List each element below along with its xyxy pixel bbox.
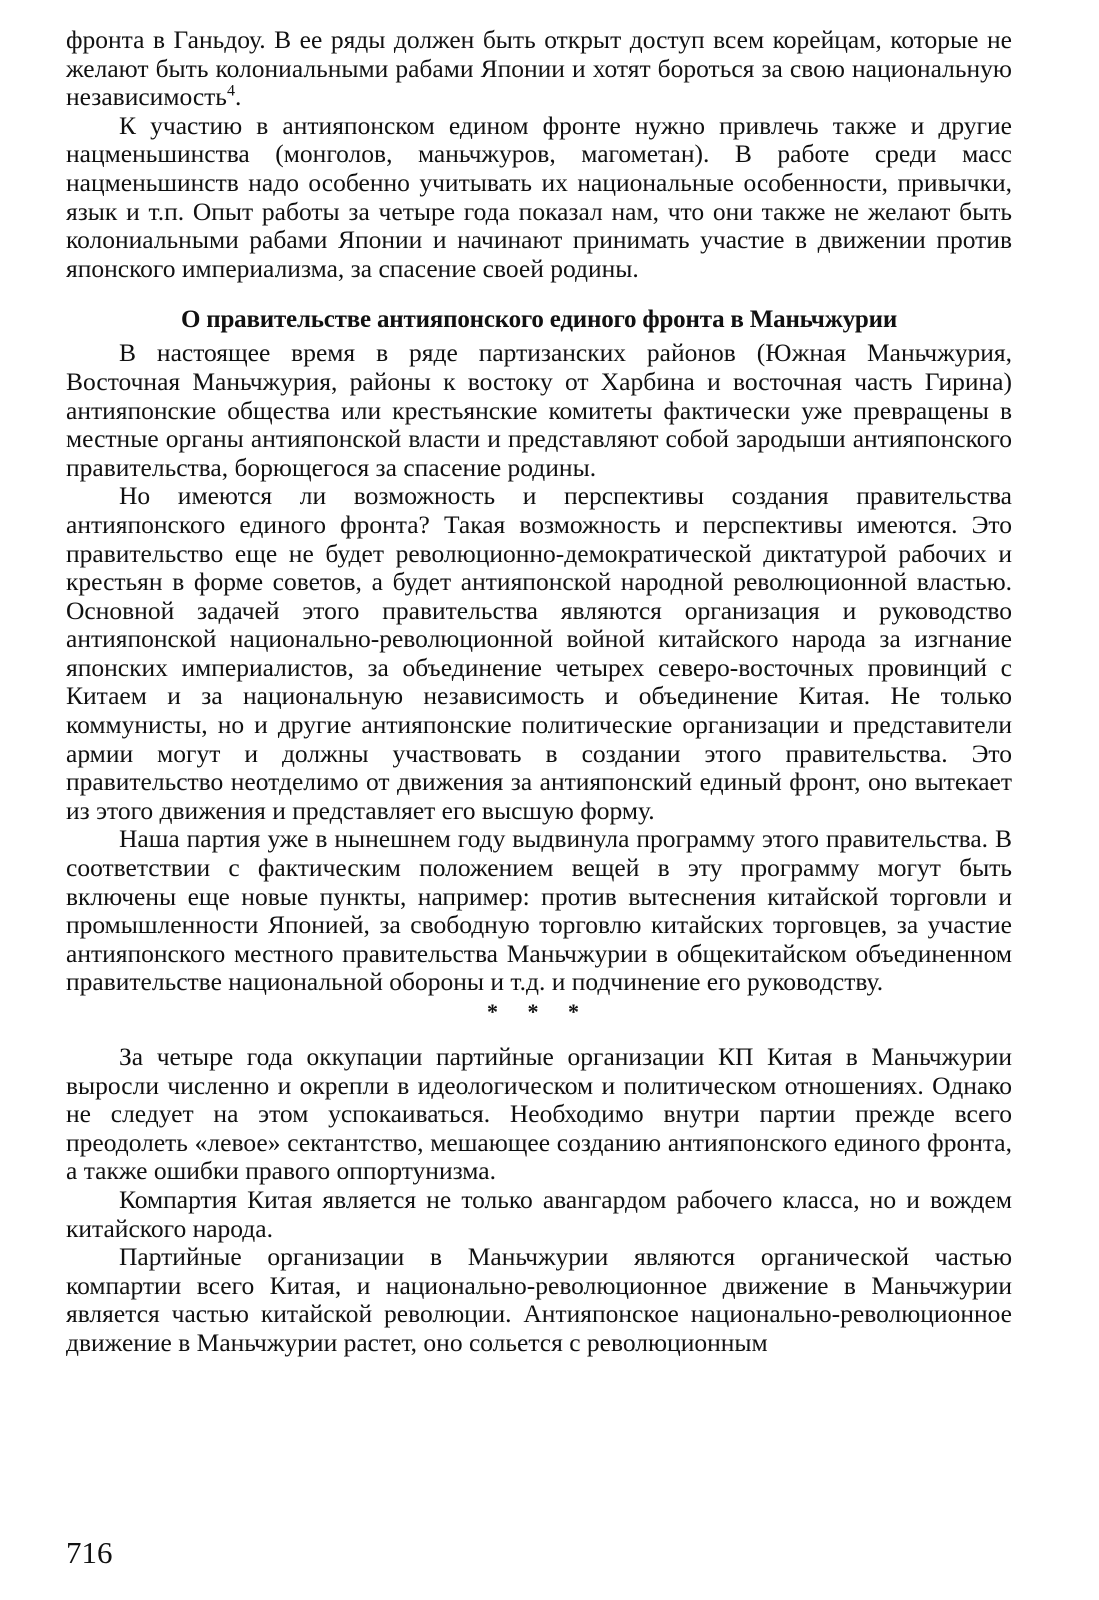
paragraph-6: За четыре года оккупации партийные организации КП Китая в Маньчжурии выросли численно и окрепли в идеологическом и политическом отношениях. Однако не следует на этом успокаиваться. Необходимо внутри партии прежде всего преодолеть «левое» сектантство, мешающее созданию антияпонского единого фронта, а также ошибки правого оппортунизма. [66, 1042, 1012, 1186]
section-separator: * * * [487, 999, 591, 1024]
footnote-marker[interactable]: 4 [226, 82, 235, 100]
paragraph-1-text: фронта в Ганьдоу. В ее ряды должен быть открыт доступ всем корейцам, которые не желают быть колониальными рабами Японии и хотят бороться за свою национальную независимость [66, 25, 1012, 112]
paragraph-4: Но имеются ли возможность и перспективы создания правительства антияпонского единого фронта? Такая возможность и перспективы имеются. Это правительство еще не будет революционно-демократической диктатурой рабочих и крестьян в форме советов, а будет антияпонской народной революционной властью. Основной задачей этого правительства являются организация и руководство антияпонской национально-революционной войной китайского народа за изгнание японских империалистов, за объединение четырех северо-восточных провинций с Китаем и за национальную независимость и объединение Китая. Не только коммунисты, но и другие антияпонские политические организации и представители армии могут и должны участвовать в создании этого правительства. Это правительство неотделимо от движения за антияпонский единый фронт, оно вытекает из этого движения и представляет его высшую форму. [66, 481, 1012, 825]
paragraph-5: Наша партия уже в нынешнем году выдвинула программу этого правительства. В соответствии с фактическим положением вещей в эту программу могут быть включены еще новые пункты, например: против вытеснения китайской торговли и промышленности Японией, за свободную торговлю китайских торговцев, за участие антияпонского местного правительства Маньчжурии в общекитайском объединенном правительстве национальной обороны и т.д. и подчинение его руководству. [66, 824, 1012, 997]
paragraph-3: В настоящее время в ряде партизанских районов (Южная Маньчжурия, Восточная Маньчжурия, районы к востоку от Харбина и восточная часть Гирина) антияпонские общества или крестьянские комитеты фактически уже превращены в местные органы антияпонской власти и представляют собой зародыши антияпонского правительства, борющегося за спасение родины. [66, 338, 1012, 482]
paragraph-2: К участию в антияпонском едином фронте нужно привлечь также и другие нацменьшинства (монголов, маньчжуров, магометан). В работе среди масс нацменьшинств надо особенно учитывать их национальные особенности, привычки, язык и т.п. Опыт работы за четыре года показал нам, что они также не желают быть колониальными рабами Японии и начинают принимать участие в движении против японского империализма, за спасение своей родины. [66, 110, 1012, 283]
paragraph-7: Компартия Китая является не только авангардом рабочего класса, но и вождем китайского народа. [66, 1184, 1012, 1243]
page-number: 716 [66, 1535, 113, 1570]
section-heading: О правительстве антияпонского единого фронта в Маньчжурии [180, 306, 898, 334]
document-page [66, 26, 1012, 1358]
paragraph-1 [66, 26, 1012, 112]
paragraph-8: Партийные организации в Маньчжурии являются органической частью компартии всего Китая, и национально-революционное движение в Маньчжурии является частью китайской революции. Антияпонское национально-революционное движение в Маньчжурии растет, оно сольется с революционным [66, 1242, 1012, 1357]
paragraph-1-tail: . [234, 82, 242, 112]
